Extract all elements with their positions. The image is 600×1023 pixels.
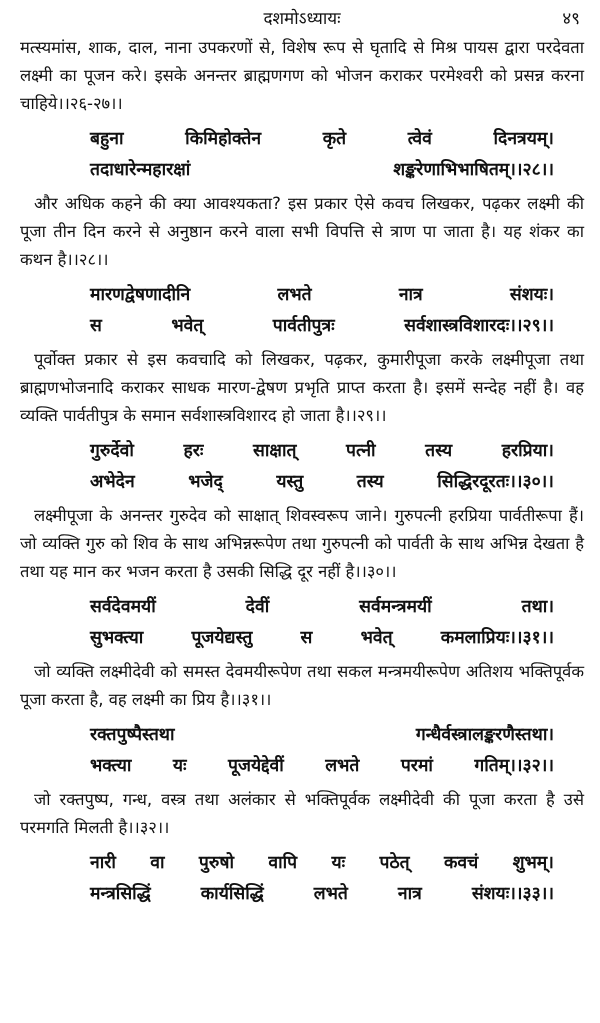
page-number: ४९ — [562, 9, 580, 29]
commentary-paragraph: लक्ष्मीपूजा के अनन्तर गुरुदेव को साक्षात् शिवस्वरूप जाने। गुरुपत्नी हरप्रिया पार्वतीरूपा हैं। जो व्यक्ति गुरु को शिव के साथ अभिन्नरूपेण तथा गुरुपत्नी को पार्वती के साथ अभिन्न देखता है तथा यह मान कर भजन करता है उसकी सिद्धि दूर नहीं है।।३०।। — [20, 506, 584, 581]
verse-word: तस्य — [425, 441, 453, 461]
verse-word: सर्वमन्त्रमयीं — [359, 597, 432, 617]
verse-word: सिद्धिरदूरतः।।३०।। — [437, 472, 554, 492]
verse-word: पत्नी — [346, 441, 376, 461]
verse-word: वापि — [268, 853, 298, 873]
verse-line — [20, 467, 584, 498]
verse-line — [20, 155, 584, 186]
verse-word: सर्वशास्त्रविशारदः।।२९।। — [404, 316, 554, 336]
verse-word: परमां — [400, 756, 433, 776]
verse-word: यः — [172, 756, 187, 776]
verse-word: रक्तपुष्पैस्तथा — [90, 725, 175, 745]
verse-word: भजेद् — [188, 472, 223, 492]
chapter-title: दशमोऽध्यायः — [263, 9, 341, 29]
sanskrit-verse — [20, 124, 584, 186]
verse-word: भवेत् — [171, 316, 204, 336]
verse-word: सुभक्त्या — [90, 628, 144, 648]
page-header — [20, 4, 584, 34]
verse-line — [20, 623, 584, 654]
verse-word: भवेत् — [360, 628, 393, 648]
verse-word: कवचं — [443, 853, 479, 873]
verse-word: स — [300, 628, 313, 648]
verse-word: मन्त्रसिद्धिं — [90, 884, 151, 904]
verse-word: गन्धैर्वस्त्रालङ्करणैस्तथा। — [415, 725, 554, 745]
verse-word: हरप्रिया। — [501, 441, 554, 461]
verse-line — [20, 436, 584, 467]
verse-word: यः — [331, 853, 346, 873]
verse-word: पार्वतीपुत्रः — [272, 316, 335, 336]
verse-word: गतिम्।।३२।। — [474, 756, 554, 776]
verse-word: तस्य — [356, 472, 384, 492]
verse-line — [20, 879, 584, 910]
verse-word: लभते — [325, 756, 360, 776]
verse-word: संशयः। — [509, 285, 554, 305]
verse-word: देवीं — [245, 597, 270, 617]
verse-word: कार्यसिद्धिं — [200, 884, 264, 904]
verse-word: किमिहोक्तेन — [185, 129, 262, 149]
verse-word: पूजयेद्देवीं — [228, 756, 284, 776]
verse-word: कृते — [322, 129, 347, 149]
commentary-paragraph: जो रक्तपुष्प, गन्ध, वस्त्र तथा अलंकार से भक्तिपूर्वक लक्ष्मीदेवी की पूजा करता है उसे परमगति मिलती है।।३२।। — [20, 790, 584, 837]
verse-word: नात्र — [398, 285, 423, 305]
verse-word: शुभम्। — [512, 853, 554, 873]
verse-word: अभेदेन — [90, 472, 135, 492]
verse-line — [20, 720, 584, 751]
verse-word: हरः — [183, 441, 204, 461]
verse-word: पूजयेद्यस्तु — [191, 628, 253, 648]
verse-word: दिनत्रयम्। — [493, 129, 554, 149]
verse-word: नात्र — [397, 884, 422, 904]
commentary-paragraph: जो व्यक्ति लक्ष्मीदेवी को समस्त देवमयीरूपेण तथा सकल मन्त्रमयीरूपेण अतिशय भक्तिपूर्वक पूजा करता है, वह लक्ष्मी का प्रिय है।।३१।। — [20, 662, 584, 709]
verse-word: तथा। — [521, 597, 554, 617]
page-content — [20, 34, 584, 910]
commentary-paragraph: मत्स्यमांस, शाक, दाल, नाना उपकरणों से, विशेष रूप से घृतादि से मिश्र पायस द्वारा परदेवता लक्ष्मी का पूजन करे। इसके अनन्तर ब्राह्मणगण को भोजन कराकर परमेश्वरी को प्रसन्न करना चाहिये।।२६-२७।। — [20, 38, 584, 113]
verse-line — [20, 751, 584, 782]
verse-line — [20, 311, 584, 342]
sanskrit-verse — [20, 280, 584, 342]
verse-word: यस्तु — [276, 472, 304, 492]
verse-line — [20, 848, 584, 879]
sanskrit-verse — [20, 436, 584, 498]
commentary-paragraph: और अधिक कहने की क्या आवश्यकता? इस प्रकार ऐसे कवच लिखकर, पढ़कर लक्ष्मी की पूजा तीन दिन करने से अनुष्ठान करने वाला सभी विपत्ति से त्राण पा जाता है। यह शंकर का कथन है।।२८।। — [20, 194, 584, 269]
verse-word: पुरुषो — [198, 853, 234, 873]
verse-word: तदाधारेन्महारक्षां — [90, 160, 191, 180]
verse-word: पठेत् — [379, 853, 410, 873]
verse-word: साक्षात् — [253, 441, 297, 461]
verse-line — [20, 280, 584, 311]
verse-word: बहुना — [90, 129, 124, 149]
verse-word: लभते — [313, 884, 348, 904]
sanskrit-verse — [20, 592, 584, 654]
verse-word: लभते — [277, 285, 312, 305]
verse-word: भक्त्या — [90, 756, 132, 776]
verse-word: स — [90, 316, 102, 336]
verse-word: मारणद्वेषणादीनि — [90, 285, 191, 305]
verse-word: वा — [150, 853, 165, 873]
sanskrit-verse — [20, 720, 584, 782]
verse-word: सर्वदेवमयीं — [90, 597, 156, 617]
verse-line — [20, 124, 584, 155]
verse-word: त्वेवं — [407, 129, 432, 149]
verse-word: संशयः।।३३।। — [471, 884, 554, 904]
verse-word: शङ्करेणाभिभाषितम्।।२८।। — [393, 160, 554, 180]
sanskrit-verse — [20, 848, 584, 910]
verse-line — [20, 592, 584, 623]
verse-word: नारी — [90, 853, 116, 873]
verse-word: गुरुर्देवो — [90, 441, 134, 461]
verse-word: कमलाप्रियः।।३१।। — [440, 628, 554, 648]
commentary-paragraph: पूर्वोक्त प्रकार से इस कवचादि को लिखकर, पढ़कर, कुमारीपूजा करके लक्ष्मीपूजा तथा ब्राह्मणभोजनादि कराकर साधक मारण-द्वेषण प्रभृति प्राप्त करता है। इसमें सन्देह नहीं है। वह व्यक्ति पार्वतीपुत्र के समान सर्वशास्त्रविशारद हो जाता है।।२९।। — [20, 350, 584, 425]
